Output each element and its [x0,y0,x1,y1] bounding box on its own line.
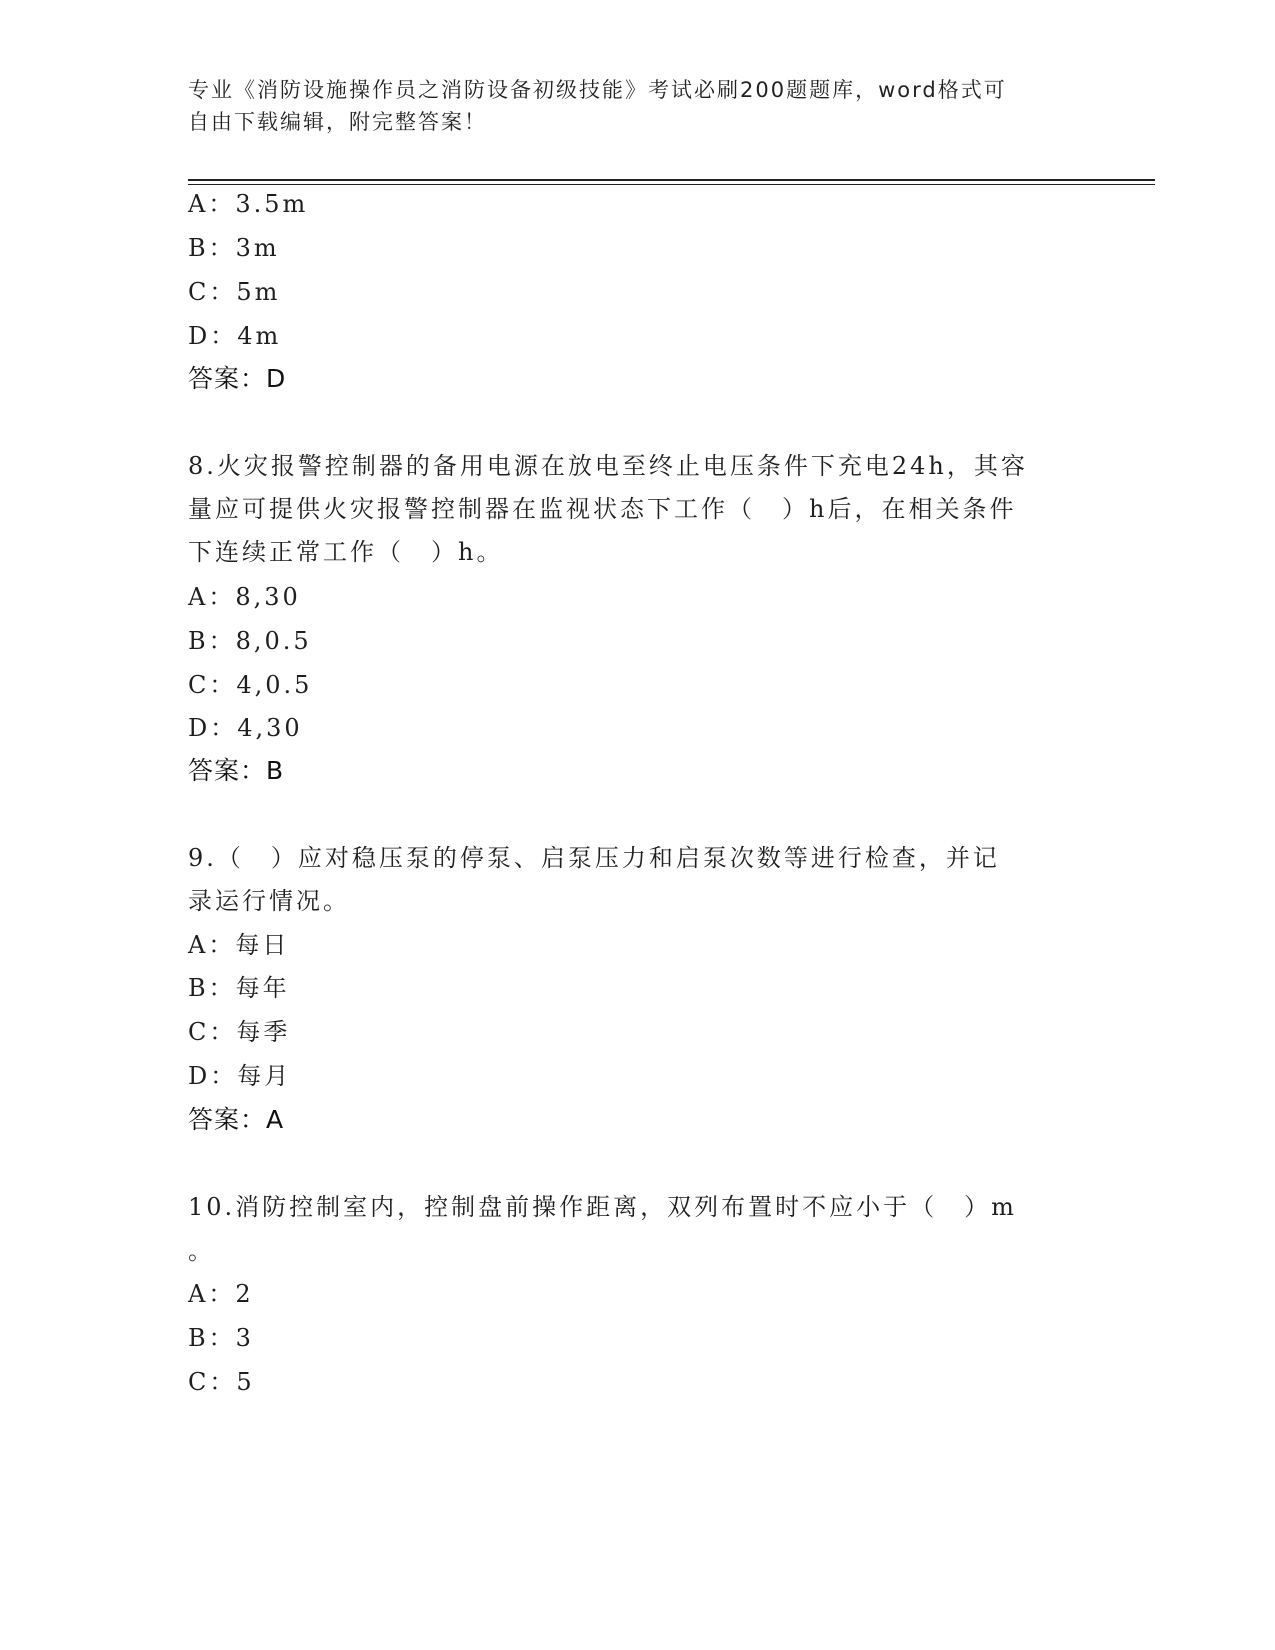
q7-option-d: D：4m [188,322,282,350]
q8-option-d: D：4,30 [188,714,303,742]
q9-answer: 答案：A [188,1105,285,1134]
q8-answer: 答案：B [188,756,285,785]
q10-stem-line-1: 10.消防控制室内，控制盘前操作距离，双列布置时不应小于（ ）m [188,1193,1017,1221]
q7-answer: 答案：D [188,364,287,393]
q9-option-c: C：每季 [188,1018,291,1046]
header-divider-thick [188,179,1155,181]
q9-option-a: A：每日 [188,931,290,959]
q10-option-a: A：2 [188,1280,254,1308]
document-header [188,74,1068,138]
q7-option-a: A：3.5m [188,190,309,218]
q8-option-c: C：4,0.5 [188,671,313,699]
header-line-2: 自由下载编辑，附完整答案！ [188,110,487,134]
q8-option-a: A：8,30 [188,583,301,611]
q8-stem-line-1: 8.火灾报警控制器的备用电源在放电至终止电压条件下充电24h，其容 [188,452,1028,480]
q7-option-b: B：3m [188,234,280,262]
q10-option-c: C：5 [188,1368,255,1396]
q8-stem-line-3: 下连续正常工作（ ）h。 [188,538,504,566]
q10-option-b: B：3 [188,1324,254,1352]
q9-option-b: B：每年 [188,974,290,1002]
q8-option-b: B：8,0.5 [188,627,312,655]
header-divider-thin [188,184,1155,185]
q9-stem-line-1: 9.（ ）应对稳压泵的停泵、启泵压力和启泵次数等进行检查，并记 [188,844,1000,872]
header-line-1: 专业《消防设施操作员之消防设备初级技能》考试必刷200题题库，word格式可 [188,78,1007,102]
q7-option-c: C：5m [188,278,281,306]
q8-stem-line-2: 量应可提供火灾报警控制器在监视状态下工作（ ）h后，在相关条件 [188,495,1017,523]
q9-stem-line-2: 录运行情况。 [188,887,350,915]
q10-stem-line-2: 。 [188,1237,215,1265]
q9-option-d: D：每月 [188,1062,292,1090]
